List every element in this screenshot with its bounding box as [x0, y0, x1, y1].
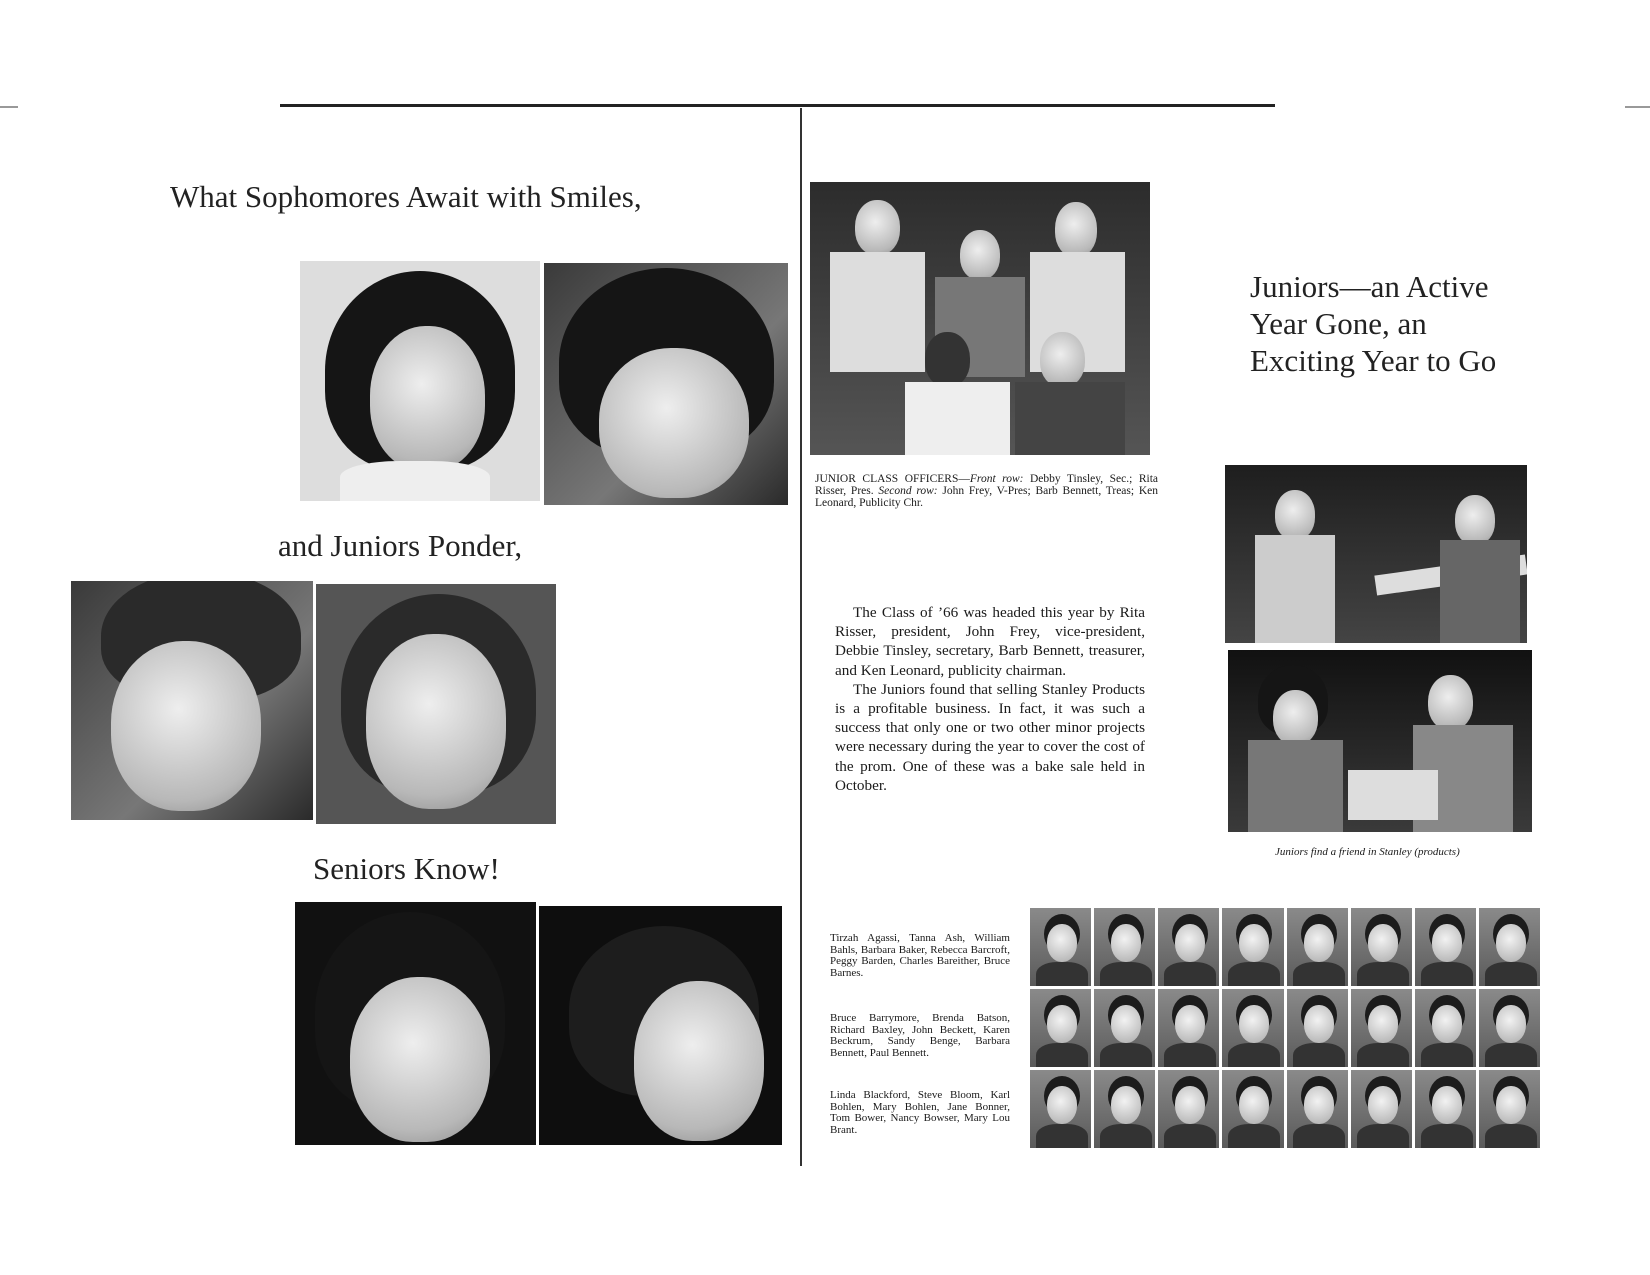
- student-portrait: [1158, 989, 1219, 1067]
- junior-photo-1: [71, 581, 313, 820]
- names-row-3: Linda Blackford, Steve Bloom, Karl Bohlen, Mary Bohlen, Jane Bonner, Tom Bower, Nancy Bowser, Mary Lou Brant.: [830, 1089, 1010, 1136]
- sophomore-photo-1: [300, 261, 540, 501]
- top-rule: [280, 104, 1275, 107]
- officers-caption: JUNIOR CLASS OFFICERS—Front row: Debby Tinsley, Sec.; Rita Risser, Pres. Second row: John Frey, V-Pres; Barb Bennett, Treas; Ken Leonard, Publicity Chr.: [815, 473, 1158, 509]
- student-portrait: [1094, 908, 1155, 986]
- heading-juniors: and Juniors Ponder,: [278, 528, 523, 563]
- student-portrait: [1030, 1070, 1091, 1148]
- sophomore-photo-2: [544, 263, 788, 505]
- stanley-photo-2: [1228, 650, 1532, 832]
- heading-juniors-active-year: Juniors—an Active Year Gone, an Exciting Year to Go: [1250, 269, 1497, 378]
- page-edge-left: [0, 106, 18, 108]
- student-portrait: [1287, 1070, 1348, 1148]
- student-portrait: [1415, 1070, 1476, 1148]
- heading-seniors: Seniors Know!: [313, 851, 500, 886]
- junior-officers-photo: [810, 182, 1150, 455]
- names-row-1: Tirzah Agassi, Tanna Ash, William Bahls, Barbara Baker, Rebecca Barcroft, Peggy Barden, Charles Bareither, Bruce Barnes.: [830, 932, 1010, 979]
- student-portrait-grid: [1030, 908, 1540, 1148]
- stanley-caption: Juniors find a friend in Stanley (products): [1275, 846, 1460, 858]
- stanley-photo-1: [1225, 465, 1527, 643]
- student-portrait: [1222, 989, 1283, 1067]
- page-edge-right: [1625, 106, 1650, 108]
- student-portrait: [1415, 989, 1476, 1067]
- student-portrait: [1287, 989, 1348, 1067]
- student-portrait: [1479, 1070, 1540, 1148]
- student-portrait: [1351, 1070, 1412, 1148]
- student-portrait: [1351, 908, 1412, 986]
- student-portrait: [1094, 989, 1155, 1067]
- senior-photo-2: [539, 906, 782, 1145]
- student-portrait: [1415, 908, 1476, 986]
- student-portrait: [1030, 908, 1091, 986]
- student-portrait: [1222, 1070, 1283, 1148]
- student-portrait: [1158, 908, 1219, 986]
- student-portrait: [1479, 989, 1540, 1067]
- student-portrait: [1222, 908, 1283, 986]
- student-portrait: [1351, 989, 1412, 1067]
- student-portrait: [1030, 989, 1091, 1067]
- names-row-2: Bruce Barrymore, Brenda Batson, Richard Baxley, John Beckett, Karen Beckrum, Sandy Benge, Barbara Bennett, Paul Bennett.: [830, 1012, 1010, 1059]
- junior-photo-2: [316, 584, 556, 824]
- student-portrait: [1094, 1070, 1155, 1148]
- page-spine: [800, 108, 802, 1166]
- student-portrait: [1287, 908, 1348, 986]
- student-portrait: [1479, 908, 1540, 986]
- student-portrait: [1158, 1070, 1219, 1148]
- class-body-text: The Class of ’66 was headed this year by Rita Risser, president, John Frey, vice-president, Debbie Tinsley, secretary, Barb Bennett, treasurer, and Ken Leonard, publicity chairman. The Juniors found that selling Stanley Products is a profitable business. In fact, it was such a success that only one or two other minor projects were necessary during the year to cover the cost of the prom. One of these was a bake sale held in October.: [835, 604, 1145, 794]
- senior-photo-1: [295, 902, 536, 1145]
- heading-sophomores: What Sophomores Await with Smiles,: [170, 179, 642, 214]
